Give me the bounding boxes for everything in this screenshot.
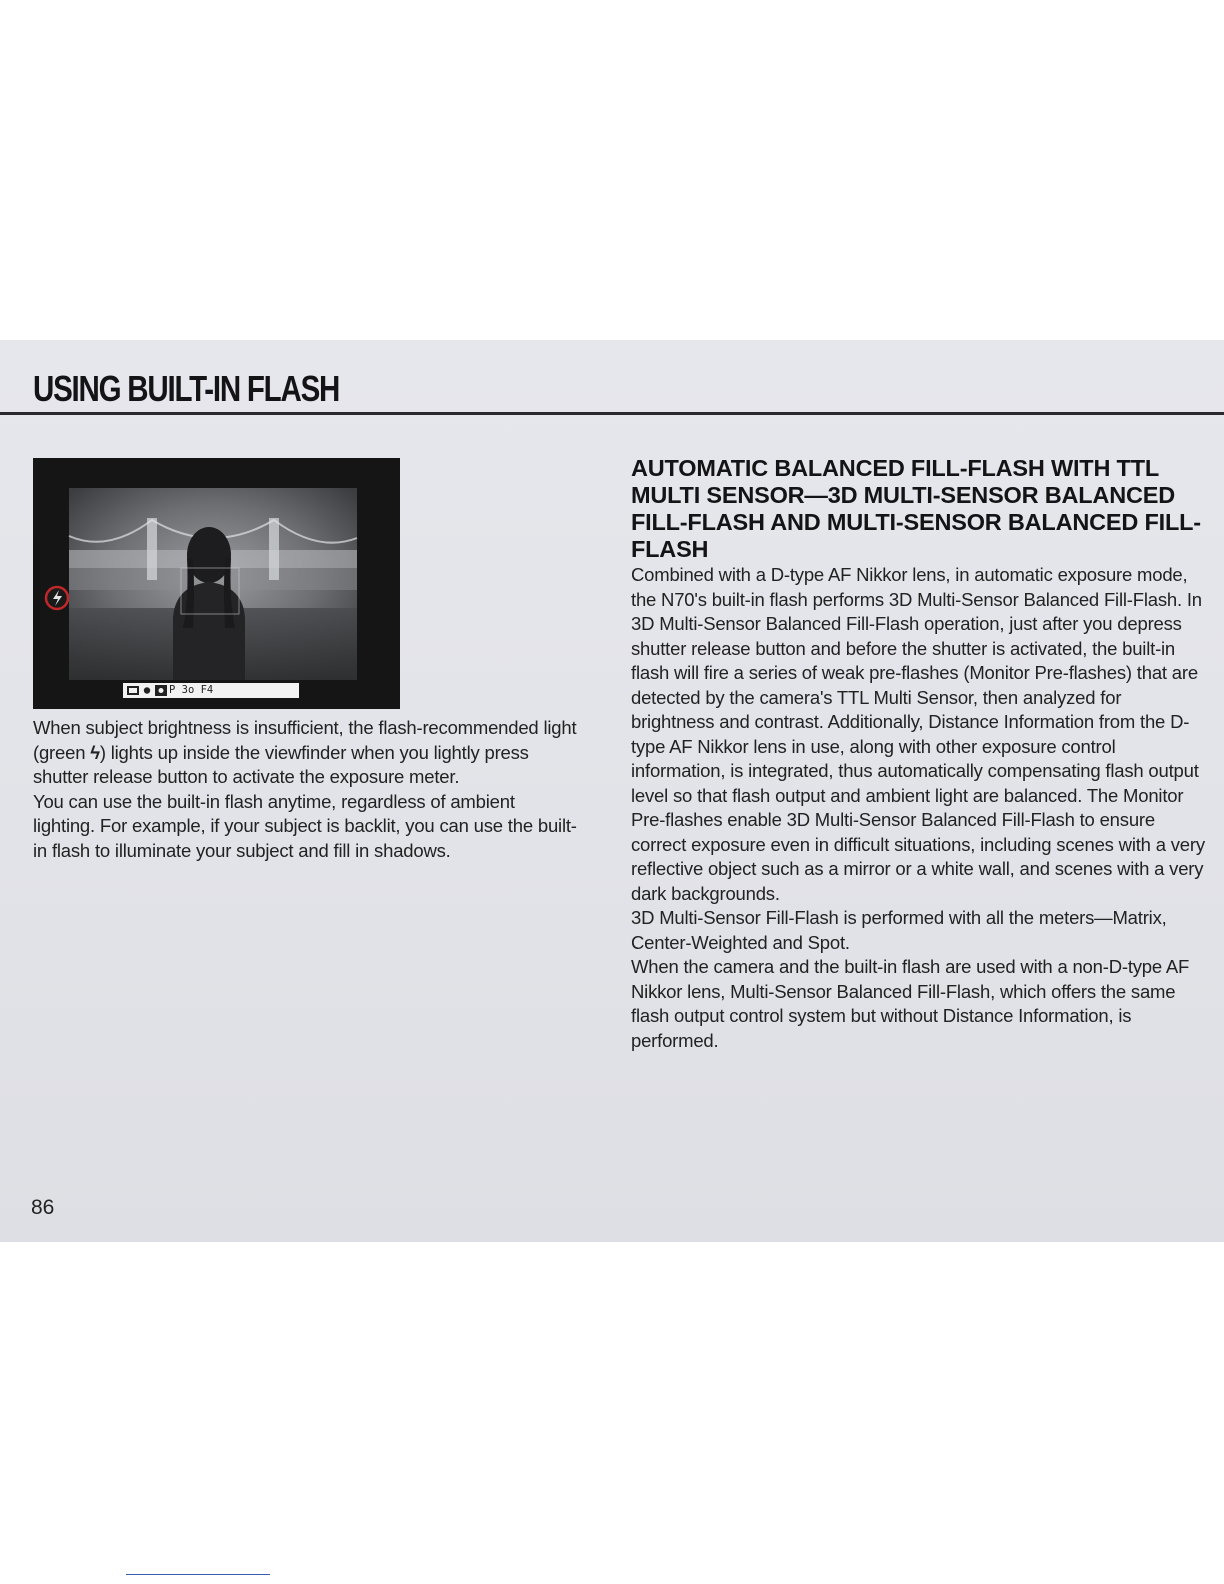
flash-symbol-icon: ϟ bbox=[90, 741, 100, 763]
body-paragraph-3: When the camera and the built-in flash are used with a non-D-type AF Nikkor lens, Multi-Sensor Balanced Fill-Flash, which offers the same flash output control system but without Distance Information, is performed. bbox=[631, 956, 1190, 1051]
section-heading: AUTOMATIC BALANCED FILL-FLASH WITH TTL MULTI SENSOR—3D MULTI-SENSOR BALANCED FILL-FLASH AND MULTI-SENSOR BALANCED FILL-FLASH bbox=[631, 455, 1201, 562]
manual-page bbox=[0, 340, 1224, 1242]
title-rule bbox=[0, 412, 1224, 415]
caption-paragraph-1: When subject brightness is insufficient, the flash-recommended light (green ϟ) lights up inside the viewfinder when you lightly press shutter release button to activate the exposure meter. bbox=[33, 717, 577, 787]
caption-paragraph-2: You can use the built-in flash anytime, regardless of ambient lighting. For example, if your subject is backlit, you can use the built-in flash to illuminate your subject and fill in shadows. bbox=[33, 790, 577, 861]
viewfinder-caption bbox=[33, 716, 578, 863]
lcd-readout: P 3o F4 bbox=[169, 684, 214, 696]
page-number: 86 bbox=[31, 1196, 55, 1219]
flash-indicator-icon bbox=[46, 587, 68, 609]
fill-flash-section bbox=[631, 455, 1206, 1053]
body-paragraph-1: Combined with a D-type AF Nikkor lens, in automatic exposure mode, the N70's built-in flash performs 3D Multi-Sensor Balanced Fill-Flash. In 3D Multi-Sensor Balanced Fill-Flash operation, just after you depress shutter release button and before the shutter is activated, the built-in flash will fire a series of weak pre-flashes (Monitor Pre-flashes) that are detected by the camera's TTL Multi Sensor, then analyzed for brightness and contrast. Additionally, Distance Information from the D-type AF Nikkor lens in use, along with other exposure control information, is integrated, thus automatically compensating flash output level so that flash output and ambient light are balanced. The Monitor Pre-flashes enable 3D Multi-Sensor Balanced Fill-Flash to ensure correct exposure even in difficult situations, including scenes with a very reflective object such as a mirror or a white wall, and scenes with a very dark backgrounds. bbox=[631, 564, 1205, 904]
section-body bbox=[631, 563, 1206, 1053]
body-paragraph-2: 3D Multi-Sensor Fill-Flash is performed with all the meters—Matrix, Center-Weighted and Spot. bbox=[631, 907, 1167, 953]
viewfinder-illustration bbox=[33, 458, 400, 709]
page-title: USING BUILT-IN FLASH bbox=[33, 368, 340, 409]
footer-underline bbox=[126, 1574, 270, 1575]
